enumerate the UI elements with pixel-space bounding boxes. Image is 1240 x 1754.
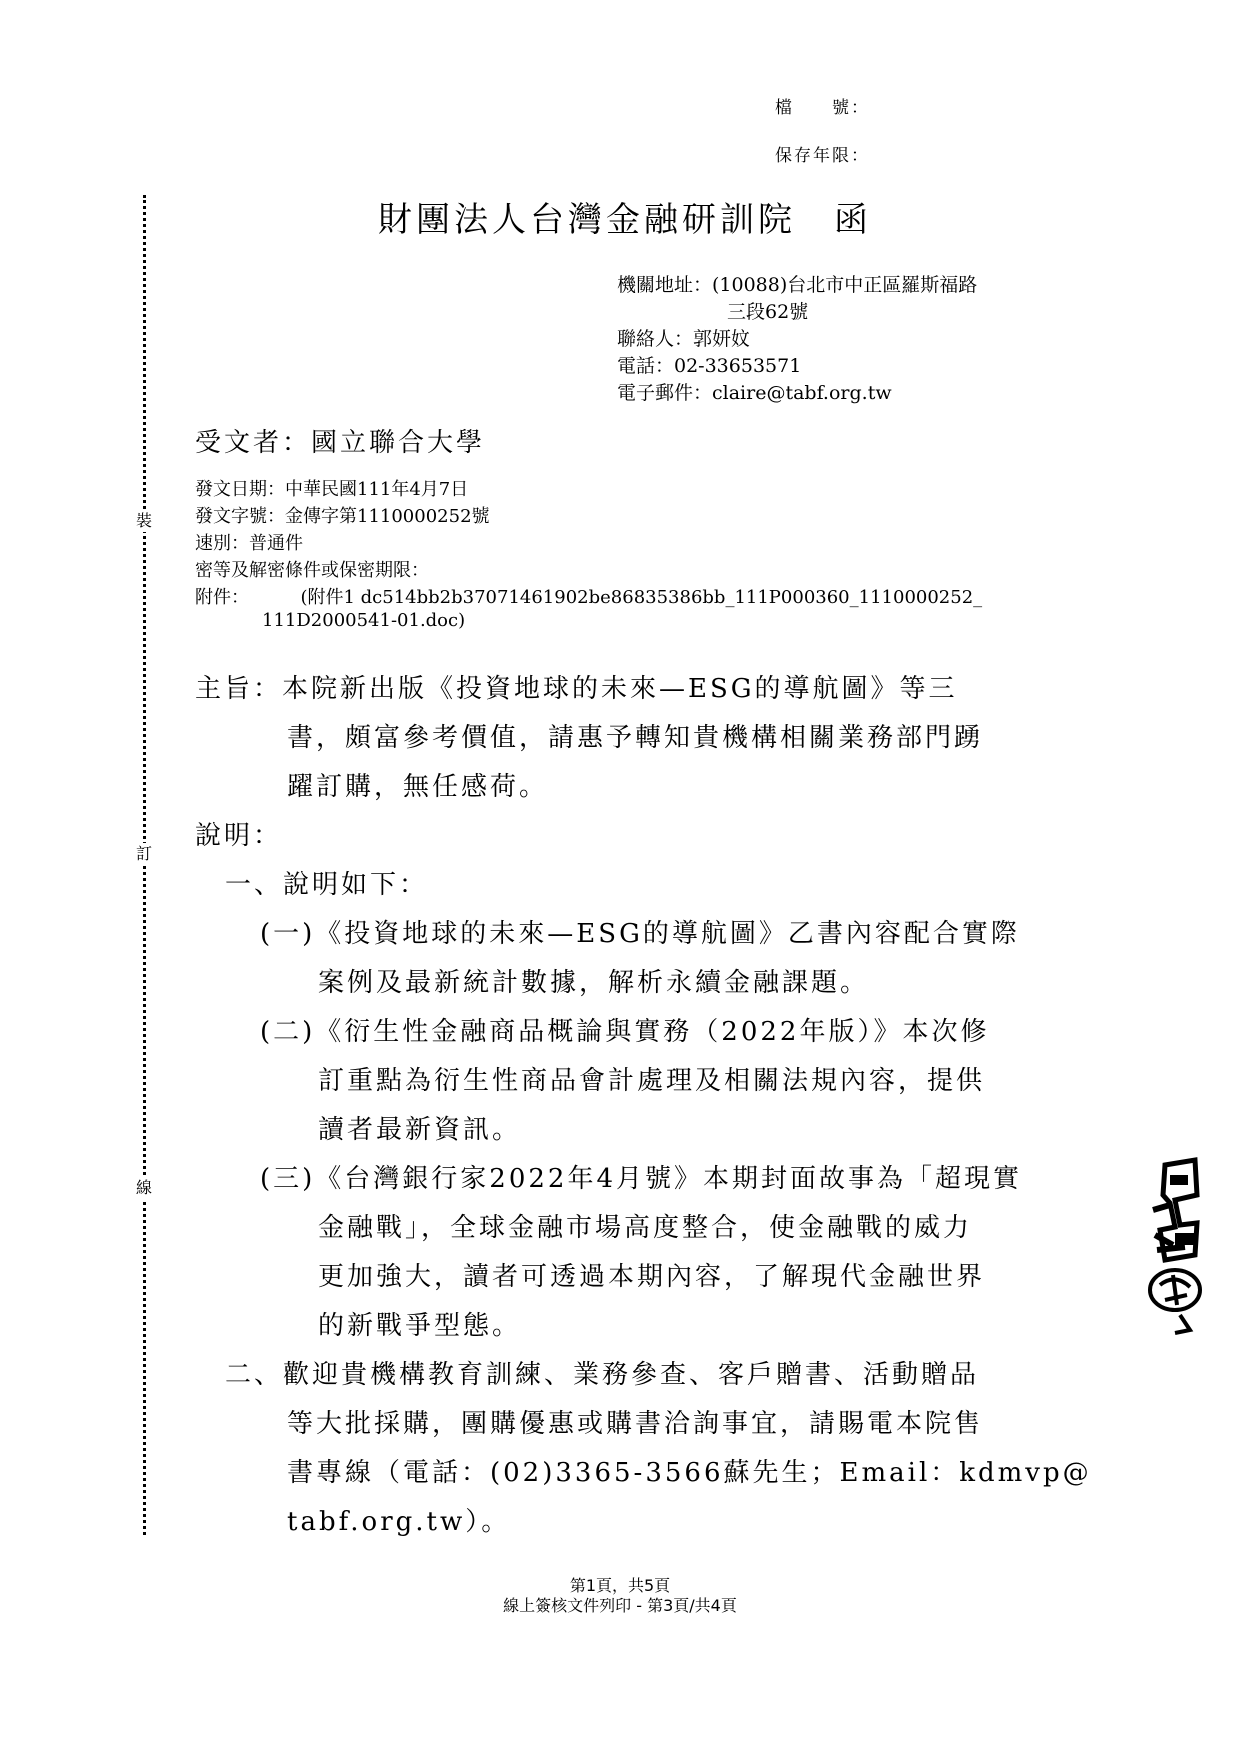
contact-block <box>617 272 977 407</box>
subject-line-3: 躍訂購，無任感荷。 <box>287 772 549 802</box>
binding-mark-order: 訂 <box>133 843 155 865</box>
issue-date: 發文日期：中華民國111年4月7日 <box>195 479 469 500</box>
address-line-1: 機關地址：(10088)台北市中正區羅斯福路 <box>617 274 978 296</box>
contact-person: 聯絡人：郭妍妏 <box>617 328 751 350</box>
sub-item-3-line-4: 的新戰爭型態。 <box>318 1311 522 1341</box>
sub-item-1-line-1: (一)《投資地球的未來—ESG的導航圖》乙書內容配合實際 <box>260 919 1020 949</box>
subject-line-1: 主旨：本院新出版《投資地球的未來—ESG的導航圖》等三 <box>195 674 958 704</box>
binding-margin-line <box>143 195 146 1535</box>
sub-item-3-line-3: 更加強大，讀者可透過本期內容，了解現代金融世界 <box>318 1262 986 1292</box>
sub-item-1-line-2: 案例及最新統計數據，解析永續金融課題。 <box>318 968 870 998</box>
sub-item-2-line-3: 讀者最新資訊。 <box>318 1115 522 1145</box>
recipient: 受文者：國立聯合大學 <box>195 428 486 458</box>
print-note: 線上簽核文件列印 - 第3頁/共4頁 <box>503 1596 737 1615</box>
attachment-filename-cont: 111D2000541-01.doc) <box>262 610 466 631</box>
sub-item-3-line-1: (三)《台灣銀行家2022年4月號》本期封面故事為「超現實 <box>260 1164 1022 1194</box>
official-seal <box>1135 1155 1205 1340</box>
subject-line-2: 書，頗富參考價值，請惠予轉知貴機構相關業務部門踴 <box>287 723 984 753</box>
binding-mark-line: 線 <box>133 1177 155 1199</box>
sub-item-2-line-1: (二)《衍生性金融商品概論與實務（2022年版）》本次修 <box>260 1017 990 1047</box>
explanation-item-2-line-1: 二、歡迎貴機構教育訓練、業務參查、客戶贈書、活動贈品 <box>225 1360 980 1390</box>
explanation-item-2-line-4: tabf.org.tw）。 <box>287 1507 511 1537</box>
explanation-item-2-line-3: 書專線（電話：(02)3365-3566蘇先生；Email：kdmvp@ <box>287 1458 1092 1488</box>
explanation-item-1-heading: 一、說明如下： <box>225 870 429 900</box>
contact-phone: 電話：02-33653571 <box>617 355 802 377</box>
explanation-heading: 說明： <box>195 821 283 851</box>
sub-item-2-line-2: 訂重點為衍生性商品會計處理及相關法規內容，提供 <box>318 1066 986 1096</box>
document-title: 財團法人台灣金融研訓院 函 <box>378 200 872 240</box>
page-number: 第1頁，共5頁 <box>569 1576 671 1595</box>
delivery-speed: 速別：普通件 <box>195 533 303 554</box>
classification: 密等及解密條件或保密期限： <box>195 560 429 581</box>
retention-period-label: 保存年限： <box>775 146 870 166</box>
attachment-label: 附件： <box>195 587 249 608</box>
sub-item-3-line-2: 金融戰」，全球金融市場高度整合，使金融戰的威力 <box>318 1213 973 1243</box>
address-line-2: 三段62號 <box>727 301 809 323</box>
document-meta <box>195 476 982 634</box>
explanation-item-2-line-2: 等大批採購，團購優惠或購書洽詢事宜，請賜電本院售 <box>287 1409 984 1439</box>
contact-email: 電子郵件：claire@tabf.org.tw <box>617 382 892 404</box>
binding-mark-bind: 裝 <box>133 510 155 532</box>
file-number-label: 檔 號： <box>775 98 870 118</box>
attachment-filename: (附件1 dc514bb2b37071461902be86835386bb_111P000360_1110000252_ <box>300 587 983 608</box>
document-number: 發文字號：金傳字第1110000252號 <box>195 506 490 527</box>
